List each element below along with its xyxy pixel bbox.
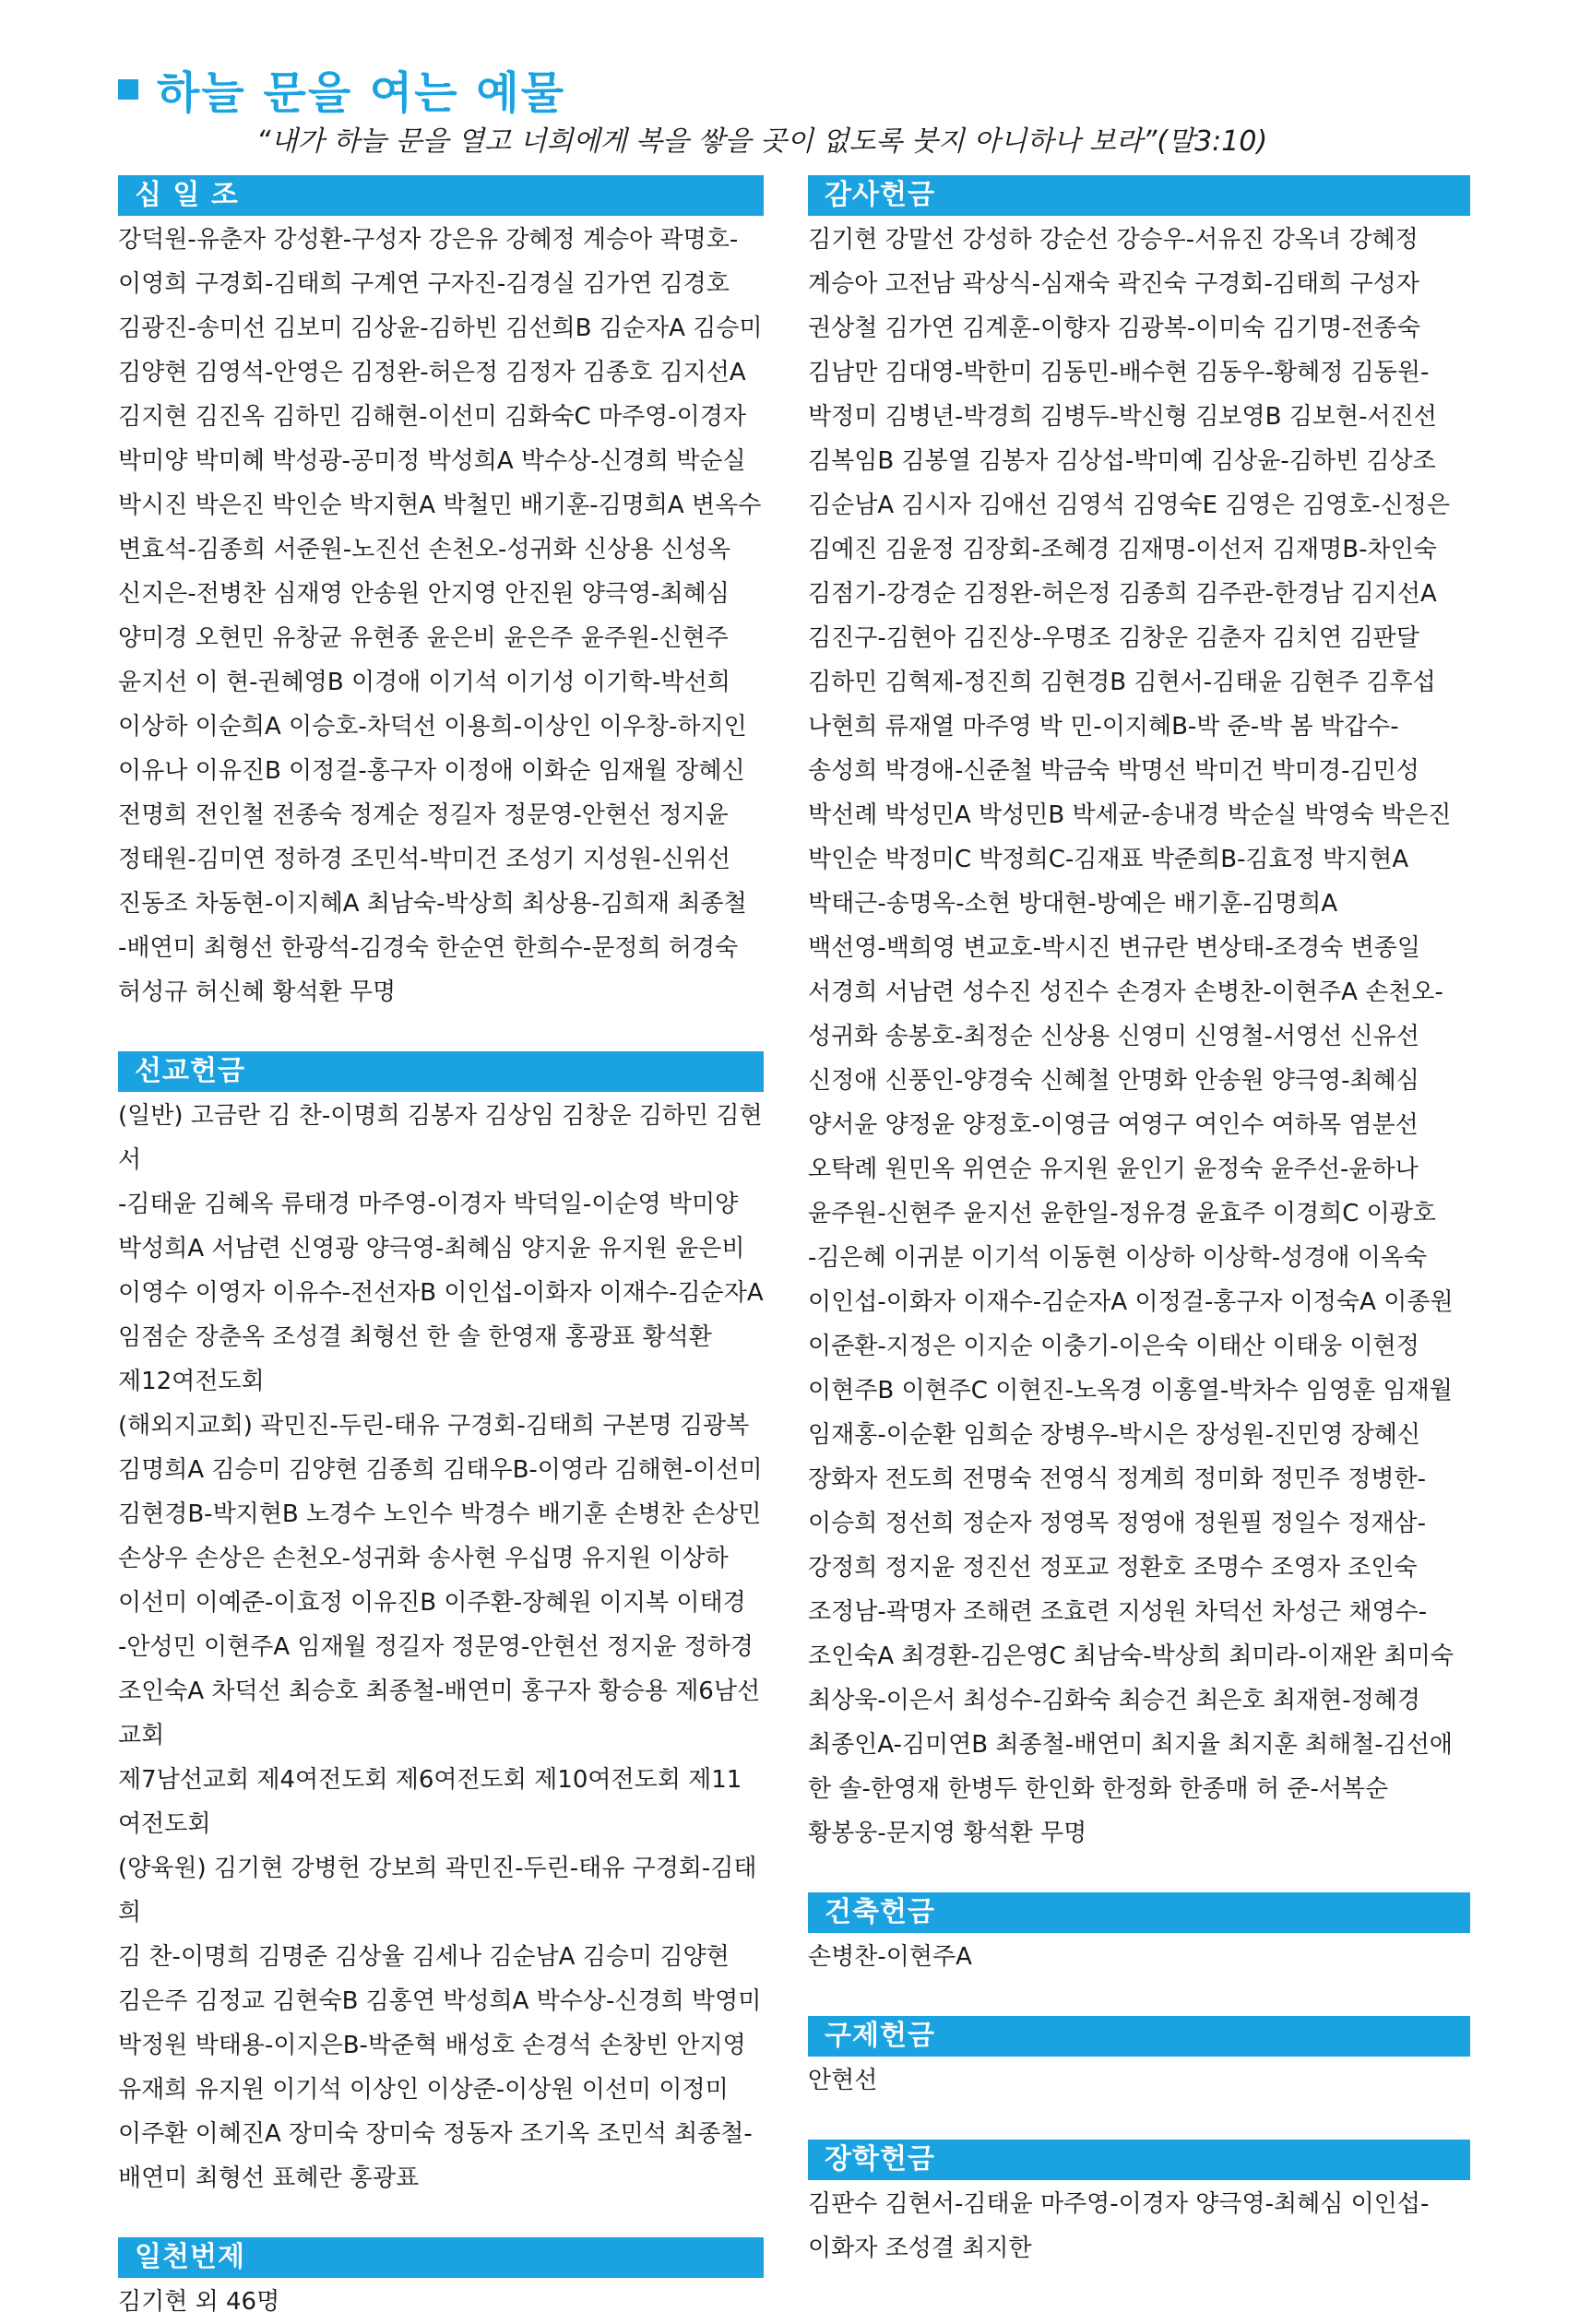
section-heading-mission: 선교헌금 — [118, 1051, 764, 1092]
page-title: 하늘 문을 여는 예물 — [157, 67, 566, 119]
title-row — [118, 57, 1502, 121]
section-text-tithe: 강덕원-유춘자 강성환-구성자 강은유 강혜정 계승아 곽명호- 이영희 구경회-김태희 구계연 구자진-김경실 김가연 김경호 김광진-송미선 김보미 김상윤-김하빈 김선희B 김순자A 김승미 김양현 김영석-안영은 김정완-허은정 김정자 김종호 김지선A 김지현 김진옥 김하민 김해현-이선미 김화숙C 마주영-이경자 박미양 박미혜 박성광-공미정 박성희A 박수상-신경희 박순실 박시진 박은진 박인순 박지현A 박철민 배기훈-김명희A 변옥수 변효석-김종희 서준원-노진선 손천오-성귀화 신상용 신성옥 신지은-전병찬 심재영 안송원 안지영 안진원 양극영-최혜심 양미경 오현민 유창균 유현종 윤은비 윤은주 윤주원-신현주 윤지선 이 현-권혜영B 이경애 이기석 이기성 이기학-박선희 이상하 이순희A 이승호-차덕선 이용희-이상인 이우창-하지인 이유나 이유진B 이정걸-홍구자 이정애 이화순 임재월 장혜신 전명희 전인철 전종숙 정계순 정길자 정문영-안현선 정지윤 정태원-김미연 정하경 조민석-박미건 조성기 지성원-신위선 진동조 차동현-이지혜A 최남숙-박상희 최상용-김희재 최종철 -배연미 최형선 한광석-김경숙 한순연 한희수-문정희 허경숙 허성규 허신혜 황석환 무명 — [118, 226, 763, 1006]
section-text-building: 손병찬-이현주A — [808, 1943, 972, 1971]
section-heading-tithe: 십 일 조 — [118, 175, 764, 216]
section-text-scholarship: 김판수 김현서-김태윤 마주영-이경자 양극영-최혜심 이인섭- 이화자 조성결 최지한 — [808, 2190, 1430, 2262]
title-bullet-icon — [118, 79, 138, 100]
section-heading-relief: 구제헌금 — [808, 2016, 1470, 2057]
section-text-relief: 안현선 — [808, 2067, 878, 2094]
scripture-verse: “내가 하늘 문을 열고 너희에게 복을 쌓을 곳이 없도록 붓지 아니하나 보라”(말3:10) — [256, 125, 1268, 158]
section-heading-building: 건축헌금 — [808, 1892, 1470, 1933]
section-heading-thanks: 감사헌금 — [808, 175, 1470, 216]
left-column — [118, 175, 764, 2324]
section-text-firstfruit: 김기현 외 46명 — [118, 2288, 280, 2316]
section-heading-scholarship: 장학헌금 — [808, 2140, 1470, 2180]
section-text-mission: (일반) 고금란 김 찬-이명희 김봉자 김상임 김창운 김하민 김현서 -김태윤 김혜옥 류태경 마주영-이경자 박덕일-이순영 박미양 박성희A 서남련 신영광 양극영-최혜심 양지윤 유지원 윤은비 이영수 이영자 이유수-전선자B 이인섭-이화자 이재수-김순자A 임점순 장춘옥 조성결 최형선 한 솔 한영재 홍광표 황석환 제12여전도회 (해외지교회) 곽민진-두린-태유 구경회-김태희 구본명 김광복 김명희A 김승미 김양현 김종희 김태우B-이영라 김해현-이선미 김현경B-박지현B 노경수 노인수 박경수 배기훈 손병찬 손상민 손상우 손상은 손천오-성귀화 송사현 우십명 유지원 이상하 이선미 이예준-이효정 이유진B 이주환-장혜원 이지복 이태경 -안성민 이현주A 임재월 정길자 정문영-안현선 정지윤 정하경 조인숙A 차덕선 최승호 최종철-배연미 홍구자 황승용 제6남선교회 제7남선교회 제4여전도회 제6여전도회 제10여전도회 제11여전도회 (양육원) 김기현 강병헌 강보희 곽민진-두린-태유 구경회-김태희 김 찬-이명희 김명준 김상율 김세나 김순남A 김승미 김양현 김은주 김정교 김현숙B 김홍연 박성희A 박수상-신경희 박영미 박정원 박태용-이지은B-박준혁 배성호 손경석 손창빈 안지영 유재희 유지원 이기석 이상인 이상준-이상원 이선미 이정미 이주환 이혜진A 장미숙 장미숙 정동자 조기옥 조민석 최종철- 배연미 최형선 표혜란 홍광표 — [118, 1102, 764, 2192]
section-heading-firstfruit: 일천번제 — [118, 2237, 764, 2278]
right-column — [808, 175, 1470, 2271]
section-text-thanks: 김기현 강말선 강성하 강순선 강승우-서유진 강옥녀 강혜정 계승아 고전남 곽상식-심재숙 곽진숙 구경회-김태희 구성자 권상철 김가연 김계훈-이향자 김광복-이미숙 김기명-전종숙 김남만 김대영-박한미 김동민-배수현 김동우-황혜정 김동원- 박정미 김병년-박경희 김병두-박신형 김보영B 김보현-서진선 김복임B 김봉열 김봉자 김상섭-박미예 김상윤-김하빈 김상조 김순남A 김시자 김애선 김영석 김영숙E 김영은 김영호-신정은 김예진 김윤정 김장회-조혜경 김재명-이선저 김재명B-차인숙 김점기-강경순 김정완-허은정 김종희 김주관-한경남 김지선A 김진구-김현아 김진상-우명조 김창운 김춘자 김치연 김판달 김하민 김혁제-정진희 김현경B 김현서-김태윤 김현주 김후섭 나현희 류재열 마주영 박 민-이지혜B-박 준-박 봄 박갑수- 송성희 박경애-신준철 박금숙 박명선 박미건 박미경-김민성 박선례 박성민A 박성민B 박세균-송내경 박순실 박영숙 박은진 박인순 박정미C 박정희C-김재표 박준희B-김효정 박지현A 박태근-송명옥-소현 방대현-방예은 배기훈-김명희A 백선영-백희영 변교호-박시진 변규란 변상태-조경숙 변종일 서경희 서남련 성수진 성진수 손경자 손병찬-이현주A 손천오- 성귀화 송봉호-최정순 신상용 신영미 신영철-서영선 신유선 신정애 신풍인-양경숙 신혜철 안명화 안송원 양극영-최혜심 양서윤 양정윤 양정호-이영금 여영구 여인수 여하목 염분선 오탁례 원민옥 위연순 유지원 윤인기 윤정숙 윤주선-윤하나 윤주원-신현주 윤지선 윤한일-정유경 윤효주 이경희C 이광호 -김은혜 이귀분 이기석 이동현 이상하 이상학-성경애 이옥숙 이인섭-이화자 이재수-김순자A 이정걸-홍구자 이정숙A 이종원 이준환-지정은 이지순 이충기-이은숙 이태산 이태웅 이현정 이현주B 이현주C 이현진-노옥경 이홍열-박차수 임영훈 임재월 임재홍-이순환 임희순 장병우-박시은 장성원-진민영 장혜신 장화자 전도희 전명숙 전영식 정계희 정미화 정민주 정병한- 이승희 정선희 정순자 정영목 정영애 정원필 정일수 정재삼- 강정희 정지윤 정진선 정포교 정환호 조명수 조영자 조인숙 조정남-곽명자 조해련 조효련 지성원 차덕선 차성근 채영수- 조인숙A 최경환-김은영C 최남숙-박상희 최미라-이재완 최미숙 최상욱-이은서 최성수-김화숙 최승건 최은호 최재현-정혜경 최종인A-김미연B 최종철-배연미 최지율 최지훈 최해철-김선애 한 솔-한영재 한병두 한인화 한정화 한종매 허 준-서복순 황봉웅-문지영 황석환 무명 — [808, 226, 1454, 1847]
page-header — [118, 57, 1502, 121]
